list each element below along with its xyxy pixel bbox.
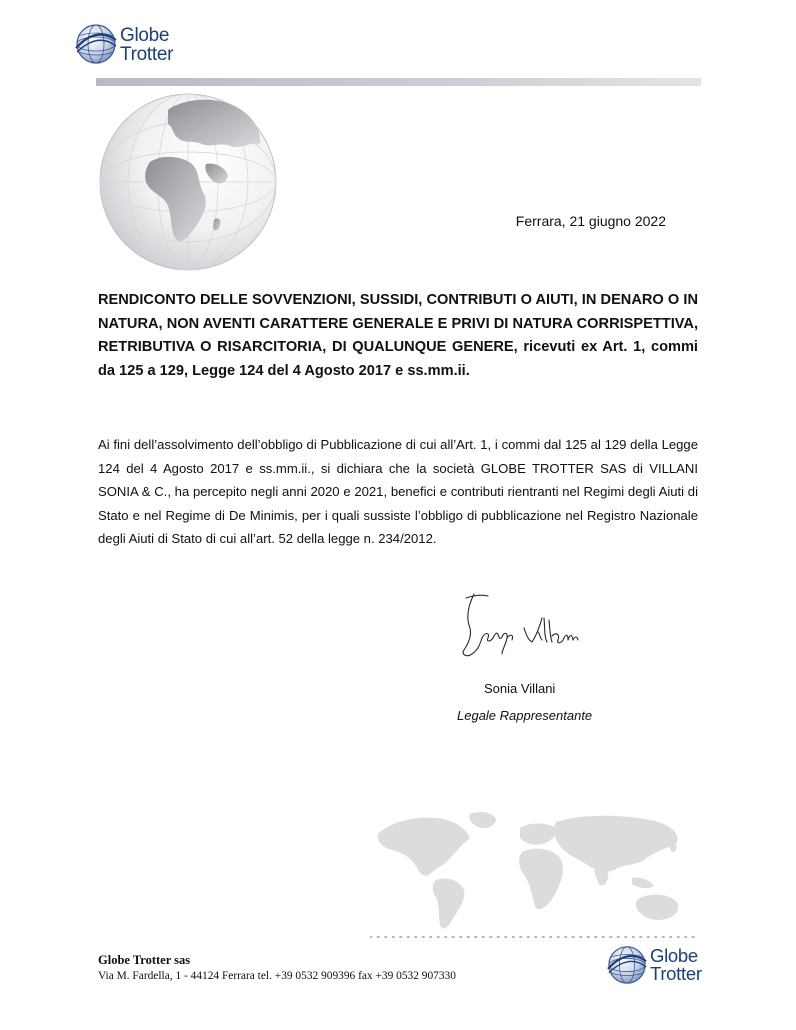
signer-name: Sonia Villani — [484, 681, 556, 696]
signature-image — [452, 588, 582, 670]
globe-logo-icon — [606, 944, 648, 986]
footer-company-address: Via M. Fardella, 1 - 44124 Ferrara tel. +39 0532 909396 fax +39 0532 907330 — [98, 970, 456, 982]
logo-text-globe: Globe — [120, 25, 170, 46]
logo-text-trotter: Trotter — [120, 44, 174, 65]
logo-text-globe: Globe — [650, 945, 698, 966]
document-date: Ferrara, 21 giugno 2022 — [515, 213, 666, 229]
footer-company-name: Globe Trotter sas — [98, 953, 191, 967]
footer-dotted-line — [370, 935, 700, 939]
footer-logo — [606, 944, 714, 990]
decorative-globe-icon — [80, 84, 280, 284]
logo-text-trotter: Trotter — [650, 963, 702, 984]
world-map-icon — [370, 808, 700, 936]
document-title: RENDICONTO DELLE SOVVENZIONI, SUSSIDI, CONTRIBUTI O AIUTI, IN DENARO O IN NATURA, NON AVENTI CARATTERE GENERALE E PRIVI DI NATURA CORRISPETTIVA, RETRIBUTIVA O RISARCITORIA, DI QUALUNQUE GENERE, ricevuti ex Art. 1, commi da 125 a 129, Legge 124 del 4 Agosto 2017 e ss.mm.ii. — [98, 292, 698, 379]
document-body: Ai fini dell’assolvimento dell’obbligo di Pubblicazione di cui all’Art. 1, i commi dal 125 al 129 della Legge 124 del 4 Agosto 2017 e ss.mm.ii., si dichiara che la società GLOBE TROTTER SAS di VILLANI SONIA & C., ha percepito negli anni 2020 e 2021, benefici e contributi rientranti nel Regimi degli Aiuti di Stato e nel Regime di De Minimis, per i quali sussiste l’obbligo di pubblicazione nel Registro Nazionale degli Aiuti di Stato di cui all’art. 52 della legge n. 234/2012. — [98, 437, 698, 546]
globe-logo-icon — [74, 22, 118, 66]
signer-role: Legale Rappresentante — [457, 708, 593, 723]
company-logo — [74, 22, 184, 68]
